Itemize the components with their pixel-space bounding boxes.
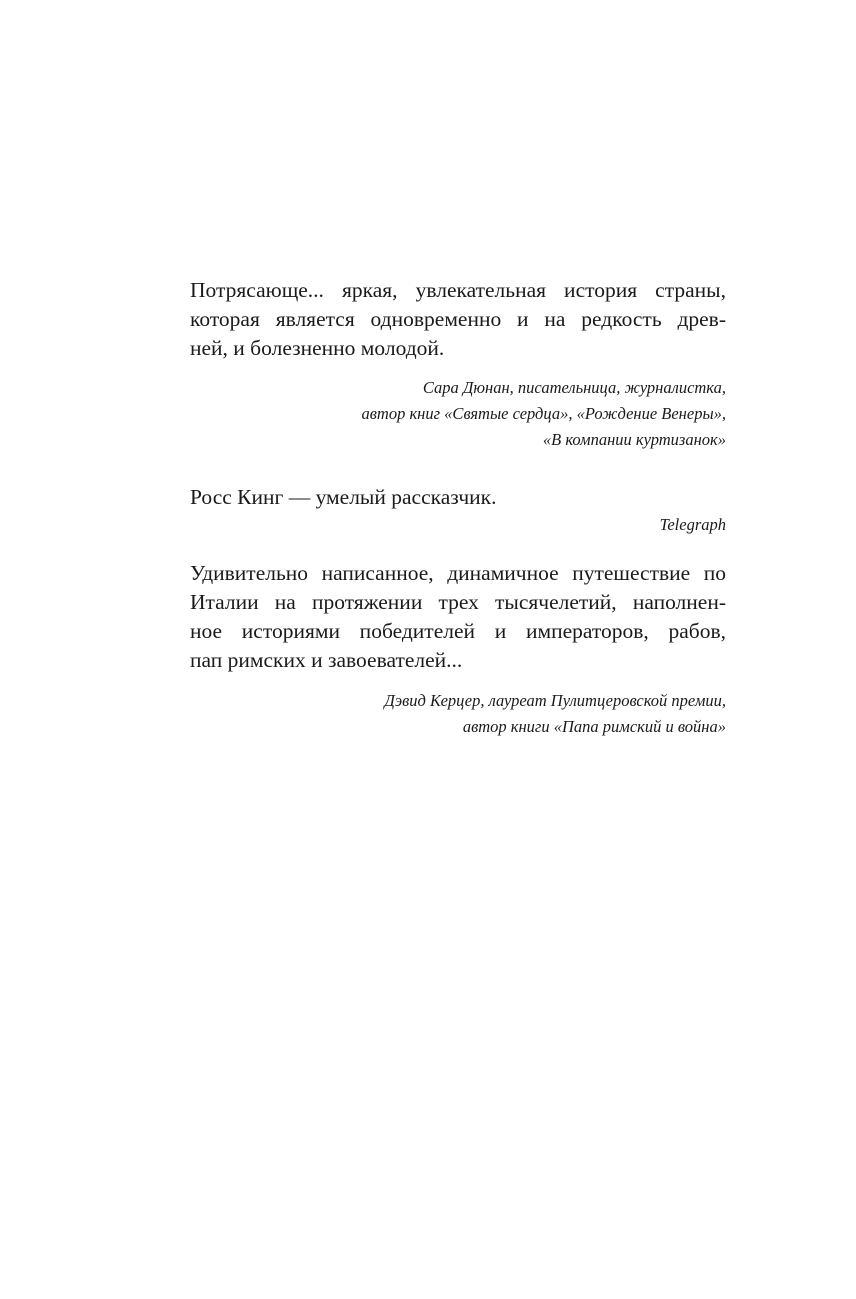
- review-attribution: [190, 375, 726, 453]
- review-quote: [190, 483, 726, 512]
- review-block: [190, 483, 726, 538]
- quote-line: ное историями победителей и императоров, рабов,: [190, 619, 726, 643]
- quote-line: пап римских и завоевателей...: [190, 648, 463, 672]
- quote-line: Италии на протяжении трех тысячелетий, наполнен-: [190, 590, 726, 614]
- review-block: [190, 559, 726, 740]
- quote-line: Росс Кинг — умелый рассказчик.: [190, 485, 497, 509]
- attribution-line: «В компании куртизанок»: [542, 430, 726, 449]
- quote-line: которая является одновременно и на редкость древ-: [190, 307, 726, 331]
- quote-line: Потрясающе... яркая, увлекательная история страны,: [190, 278, 726, 302]
- attribution-line: Сара Дюнан, писательница, журналистка,: [422, 378, 726, 397]
- quote-line: ней, и болезненно молодой.: [190, 336, 445, 360]
- review-quote: [190, 276, 726, 363]
- review-attribution: [190, 688, 726, 740]
- review-attribution: [190, 512, 726, 538]
- attribution-line: автор книги «Папа римский и война»: [462, 717, 726, 736]
- attribution-line: Telegraph: [659, 515, 726, 534]
- quote-line: Удивительно написанное, динамичное путешествие по: [190, 561, 726, 585]
- attribution-line: автор книг «Святые сердца», «Рождение Венеры»,: [361, 404, 726, 423]
- review-quote: [190, 559, 726, 675]
- review-block: [190, 276, 726, 453]
- attribution-line: Дэвид Керцер, лауреат Пулитцеровской премии,: [384, 691, 726, 710]
